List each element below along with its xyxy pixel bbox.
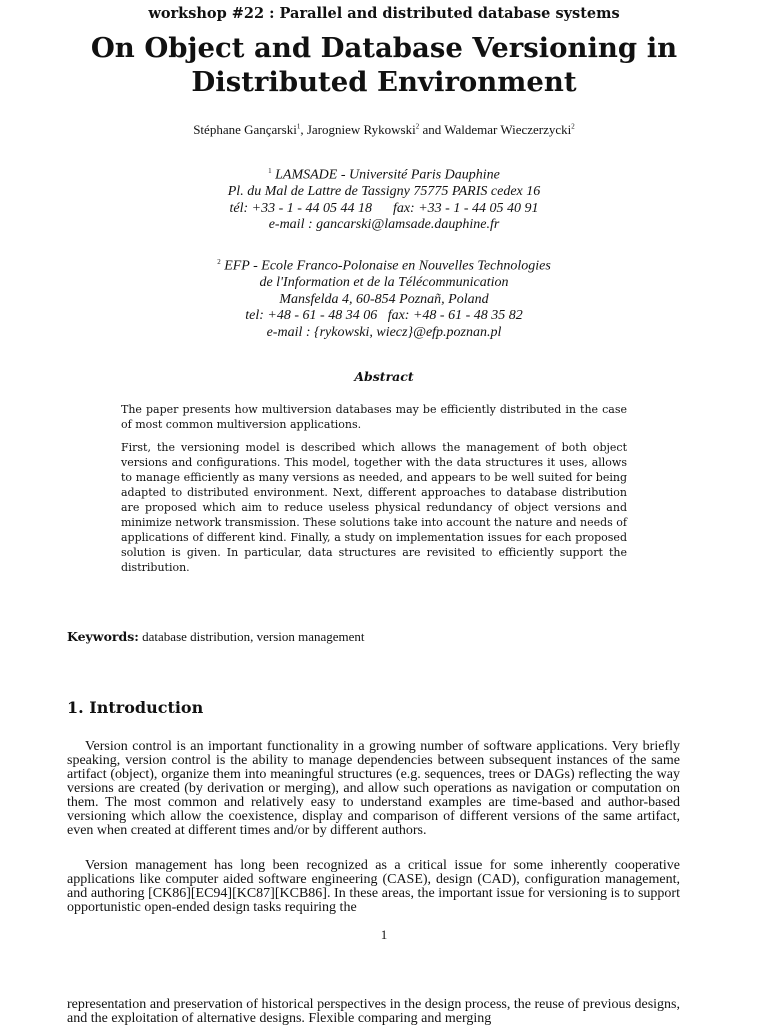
affiliation-institution: LAMSADE - Université Paris Dauphine bbox=[271, 167, 500, 183]
abstract-paragraph: The paper presents how multiversion databases may be efficiently distributed in the case of most common multiversion applications. bbox=[121, 403, 627, 431]
abstract-heading: Abstract bbox=[354, 369, 414, 384]
affiliation-line: tél: +33 - 1 - 44 05 44 18 fax: +33 - 1 - 44 05 40 91 bbox=[229, 200, 539, 216]
affiliation-email: e-mail : gancarski@lamsade.dauphine.fr bbox=[268, 217, 500, 233]
affiliation-line: Pl. du Mal de Lattre de Tassigny 75775 PARIS cedex 16 bbox=[227, 184, 541, 200]
affiliation-mark: 1 bbox=[296, 122, 301, 131]
keywords bbox=[67, 629, 365, 645]
affiliation-line: Mansfelda 4, 60-854 Poznañ, Poland bbox=[279, 291, 489, 307]
affiliation-line: tel: +48 - 61 - 48 34 06 fax: +48 - 61 - 48 35 82 bbox=[245, 308, 523, 324]
affiliation-mark: 2 bbox=[217, 258, 221, 266]
affiliation-mark: 2 bbox=[415, 122, 420, 131]
workshop-header: workshop #22 : Parallel and distributed database systems bbox=[148, 5, 620, 22]
body-paragraph: Version control is an important functionality in a growing number of software applications. Very briefly speaking, version control is the ability to manage dependencies between subsequent instances of the same artifact (object), organize them into meaningful structures (e.g. sequences, trees or DAGs) reflecting the way versions are created (by derivation or merging), and allow such operations as navigation or computation on them. The most common and relatively easy to understand examples are time-based and author-based versioning which allow the coexistence, display and comparison of different versions of the same artifact, even when created at different times and/or by different authors. bbox=[67, 739, 680, 838]
affiliation-line bbox=[0, 254, 768, 275]
next-page-paragraph: representation and preservation of historical perspectives in the design process, the reuse of previous designs, and the exploitation of alternative designs. Flexible comparing and merging bbox=[67, 997, 680, 1026]
paper-title bbox=[0, 31, 768, 99]
author-separator: , bbox=[300, 122, 307, 137]
author-name: Jarogniew Rykowski bbox=[306, 122, 416, 137]
author-name: Stéphane Gançarski bbox=[193, 122, 297, 137]
author-separator: and bbox=[419, 122, 445, 137]
title-line-1: On Object and Database Versioning in bbox=[90, 32, 678, 64]
affiliation-1 bbox=[0, 163, 768, 234]
affiliation-line: de l'Information et de la Télécommunication bbox=[259, 275, 509, 291]
title-line-2: Distributed Environment bbox=[191, 66, 577, 98]
section-heading: 1. Introduction bbox=[67, 698, 204, 717]
body-paragraph: Version management has long been recognized as a critical issue for some inherently cooperative applications like computer aided software engineering (CASE), design (CAD), configuration management, and authoring [CK86][EC94][KC87][KCB86]. In these areas, the important issue for versioning is to support opportunistic open-ended design tasks requiring the bbox=[67, 858, 680, 915]
affiliation-mark: 1 bbox=[268, 167, 272, 175]
keywords-label: Keywords: bbox=[67, 629, 139, 644]
affiliation-2 bbox=[0, 254, 768, 342]
page-number: 1 bbox=[380, 927, 388, 942]
abstract-paragraph: First, the versioning model is described which allows the management of both object versions and configurations. This model, together with the data structures it uses, allows to manage efficiently as many versions as needed, and appears to be well suited for being adapted to distributed environment. Next, different approaches to database distribution are proposed which aim to reduce useless physical redundancy of object versions and minimize network transmission. These solutions take into account the nature and needs of applications of different kind. Finally, a study on implementation issues for each proposed solution is given. In particular, data structures are revisited to efficiently support the distribution. bbox=[121, 441, 627, 574]
keywords-text: database distribution, version management bbox=[138, 629, 365, 644]
affiliation-mark: 2 bbox=[571, 122, 575, 131]
affiliation-institution: EFP - Ecole Franco-Polonaise en Nouvelles Technologies bbox=[220, 258, 551, 274]
author-name: Waldemar Wieczerzycki bbox=[444, 122, 572, 137]
author-list bbox=[0, 122, 768, 138]
affiliation-line bbox=[0, 163, 768, 184]
affiliation-email: e-mail : {rykowski, wiecz}@efp.poznan.pl bbox=[266, 325, 502, 341]
